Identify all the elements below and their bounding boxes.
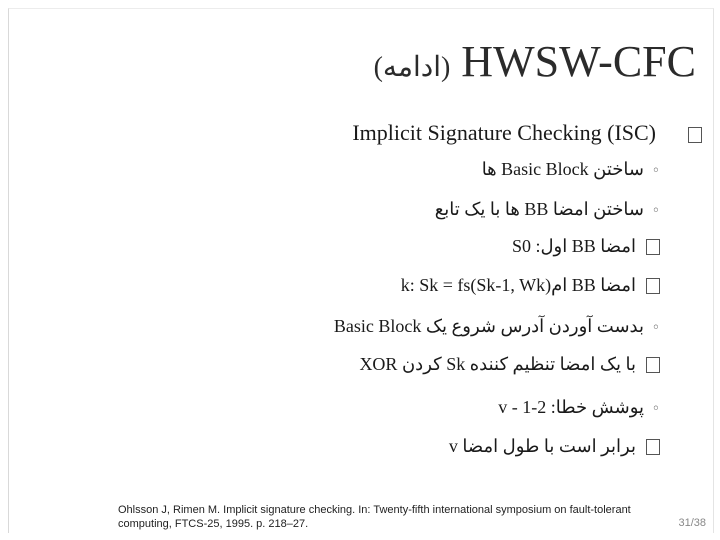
item-text: ساختن امضا BB ها با یک تابع	[434, 199, 644, 219]
item-text: Implicit Signature Checking (ISC)	[352, 120, 656, 145]
item-text: بدست آوردن آدرس شروع یک Basic Block	[333, 316, 644, 336]
bullet-circle-icon: ◦	[651, 163, 660, 179]
bullet-circle-icon: ◦	[651, 401, 660, 417]
bullet-box-icon	[646, 439, 660, 459]
bullet-box-icon	[688, 127, 702, 147]
bullet-item	[512, 236, 636, 257]
bullet-item	[352, 120, 656, 146]
bullet-box-icon	[646, 239, 660, 259]
item-text: XOR کردن Sk با یک امضا تنظیم کننده	[359, 354, 636, 374]
item-text: پوشش خطا: 2-v - 1	[498, 397, 644, 417]
bullet-item	[334, 316, 644, 337]
item-text: ساختن Basic Block ها	[481, 159, 644, 179]
bullet-circle-icon: ◦	[651, 320, 660, 336]
bullet-box-icon	[646, 278, 660, 298]
bullet-item	[498, 397, 644, 418]
bullet-item	[359, 354, 636, 375]
slide-title	[366, 36, 696, 87]
bullet-item	[482, 159, 644, 180]
page-number: 31/38	[678, 517, 706, 529]
item-text: v برابر است با طول امضا	[448, 436, 636, 456]
bullet-box-icon	[646, 357, 660, 377]
title-main: HWSW-CFC	[461, 37, 696, 86]
item-text: امضا BB اول: S0	[511, 236, 636, 256]
bullet-item	[435, 199, 644, 220]
title-suffix: (ادامه)	[373, 52, 451, 83]
item-text: امضا BB امk: Sk = fs(Sk-1, Wk)	[400, 275, 636, 295]
footnote-citation: Ohlsson J, Rimen M. Implicit signature checking. In: Twenty-fifth international symposium on fault-tolerant computing, FTCS-25, 1995. p. 218–27.	[118, 504, 631, 530]
bullet-circle-icon: ◦	[651, 203, 660, 219]
bullet-item	[401, 275, 636, 296]
bullet-item	[449, 436, 636, 457]
